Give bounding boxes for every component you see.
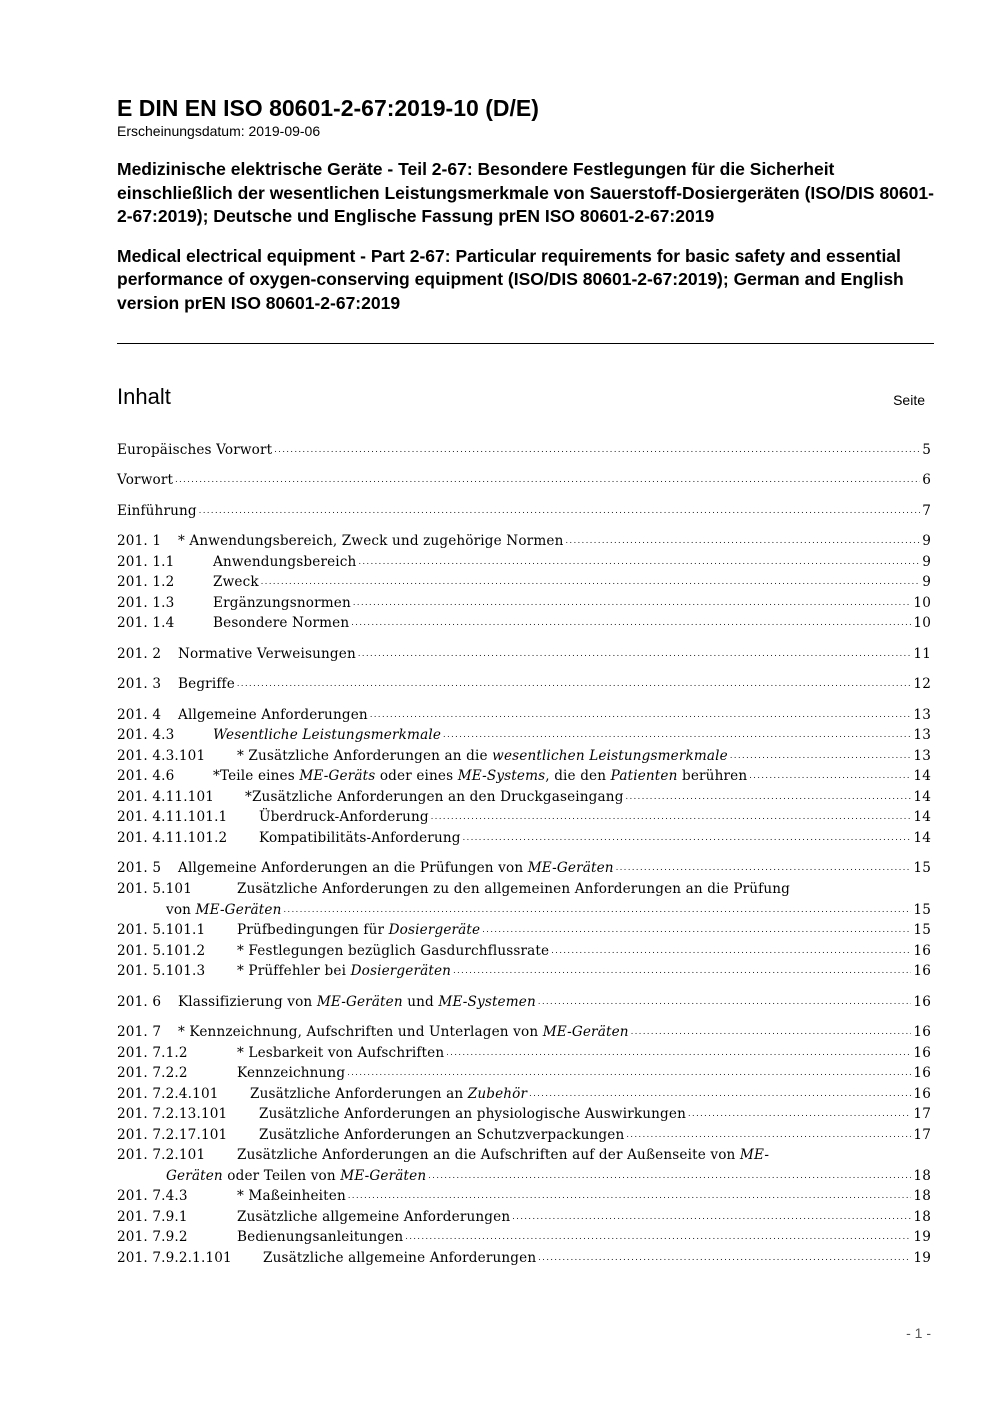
toc-header (117, 383, 925, 413)
toc-entry[interactable]: 201. 1.1 Anwendungsbereich ..... 9 (117, 552, 931, 572)
toc-entry[interactable]: 201. 4 Allgemeine Anforderungen ..... 13 (117, 705, 931, 725)
toc-entry[interactable]: 201. 7 * Kennzeichnung, Aufschriften und Unterlagen von ME-Geräten ..... 16 (117, 1022, 931, 1042)
toc-entry[interactable]: 201. 5 Allgemeine Anforderungen an die Prüfungen von ME-Geräten ..... 15 (117, 858, 931, 878)
toc-entry[interactable]: 201. 5.101.3 * Prüffehler bei Dosiergeräten ..... 16 (117, 961, 931, 981)
toc-entry[interactable]: 201. 7.4.3 * Maßeinheiten ..... 18 (117, 1186, 931, 1206)
document-header (117, 94, 934, 318)
toc-entry[interactable]: 201. 7.9.2 Bedienungsanleitungen ..... 19 (117, 1227, 931, 1247)
toc-entry[interactable]: 201. 7.9.1 Zusätzliche allgemeine Anforderungen ..... 18 (117, 1207, 931, 1227)
toc-entry[interactable]: 201. 1.3 Ergänzungsnormen ..... 10 (117, 593, 931, 613)
toc-entry[interactable]: 201. 4.11.101 *Zusätzliche Anforderungen an den Druckgaseingang ..... 14 (117, 787, 931, 807)
title-german: Medizinische elektrische Geräte - Teil 2-67: Besondere Festlegungen für die Sicherheit einschließlich der wesentlichen Leistungsmerkmale von Sauerstoff-Dosiergeräten (ISO/DIS 80601-2-67:2019); Deutsche und Englische Fassung prEN ISO 80601-2-67:2019 (117, 159, 934, 227)
toc-entry[interactable]: 201. 1.2 Zweck ..... 9 (117, 572, 931, 592)
toc-entry-continuation[interactable]: Geräten oder Teilen von ME-Geräten ..... 18 (117, 1166, 931, 1186)
toc-entry[interactable]: Europäisches Vorwort ..... 5 (117, 440, 931, 460)
toc-entry[interactable]: 201. 5.101.2 * Festlegungen bezüglich Gasdurchflussrate ..... 16 (117, 941, 931, 961)
toc-entry[interactable]: Einführung ..... 7 (117, 501, 931, 521)
toc-entry[interactable]: 201. 7.1.2 * Lesbarkeit von Aufschriften ..... 16 (117, 1043, 931, 1063)
toc-entry[interactable]: Vorwort ..... 6 (117, 470, 931, 490)
toc-entry[interactable]: 201. 5.101 Zusätzliche Anforderungen zu den allgemeinen Anforderungen an die Prüfung (117, 881, 791, 897)
toc-entry[interactable]: 201. 3 Begriffe ..... 12 (117, 674, 931, 694)
toc-entry[interactable]: 201. 4.11.101.2 Kompatibilitäts-Anforderung ..... 14 (117, 828, 931, 848)
toc-entry[interactable]: 201. 7.2.101 Zusätzliche Anforderungen an die Aufschriften auf der Außenseite von ME- (117, 1147, 770, 1163)
toc-entry[interactable]: 201. 1.4 Besondere Normen ..... 10 (117, 613, 931, 633)
toc-entry[interactable]: 201. 7.2.17.101 Zusätzliche Anforderungen an Schutzverpackungen ..... 17 (117, 1125, 931, 1145)
toc-entry-continuation[interactable]: von ME-Geräten ..... 15 (117, 900, 931, 920)
toc-entry[interactable]: 201. 4.11.101.1 Überdruck-Anforderung ..... 14 (117, 807, 931, 827)
toc-entry[interactable]: 201. 5.101.1 Prüfbedingungen für Dosiergeräte ..... 15 (117, 920, 931, 940)
header-divider (117, 343, 934, 344)
toc-entry[interactable]: 201. 7.2.13.101 Zusätzliche Anforderungen an physiologische Auswirkungen ..... 17 (117, 1104, 931, 1124)
toc-entry[interactable]: 201. 2 Normative Verweisungen ..... 11 (117, 644, 931, 664)
page-number: - 1 - (906, 1325, 931, 1341)
toc-entry[interactable]: 201. 4.3.101 * Zusätzliche Anforderungen an die wesentlichen Leistungsmerkmale ..... 13 (117, 746, 931, 766)
toc-entry[interactable]: 201. 4.6 *Teile eines ME-Geräts oder eines ME-Systems, die den Patienten berühren ..... 14 (117, 766, 931, 786)
title-english: Medical electrical equipment - Part 2-67: Particular requirements for basic safety and essential performance of oxygen-conserving equipment (ISO/DIS 80601-2-67:2019); German and English version prEN ISO 80601-2-67:2019 (117, 245, 904, 313)
toc-entry[interactable]: 201. 7.9.2.1.101 Zusätzliche allgemeine Anforderungen ..... 19 (117, 1248, 931, 1268)
toc-page-label: Seite (893, 392, 925, 408)
toc-title: Inhalt (117, 384, 171, 409)
publication-date: Erscheinungsdatum: 2019-09-06 (117, 123, 321, 139)
document-id: E DIN EN ISO 80601-2-67:2019-10 (D/E) (117, 95, 539, 121)
toc-entry[interactable]: 201. 4.3 Wesentliche Leistungsmerkmale ..... 13 (117, 725, 931, 745)
toc-entry[interactable]: 201. 6 Klassifizierung von ME-Geräten und ME-Systemen ..... 16 (117, 992, 931, 1012)
toc-entry[interactable]: 201. 7.2.2 Kennzeichnung ..... 16 (117, 1063, 931, 1083)
toc-entry[interactable]: 201. 1 * Anwendungsbereich, Zweck und zugehörige Normen ..... 9 (117, 531, 931, 551)
toc-entry[interactable]: 201. 7.2.4.101 Zusätzliche Anforderungen an Zubehör ..... 16 (117, 1084, 931, 1104)
